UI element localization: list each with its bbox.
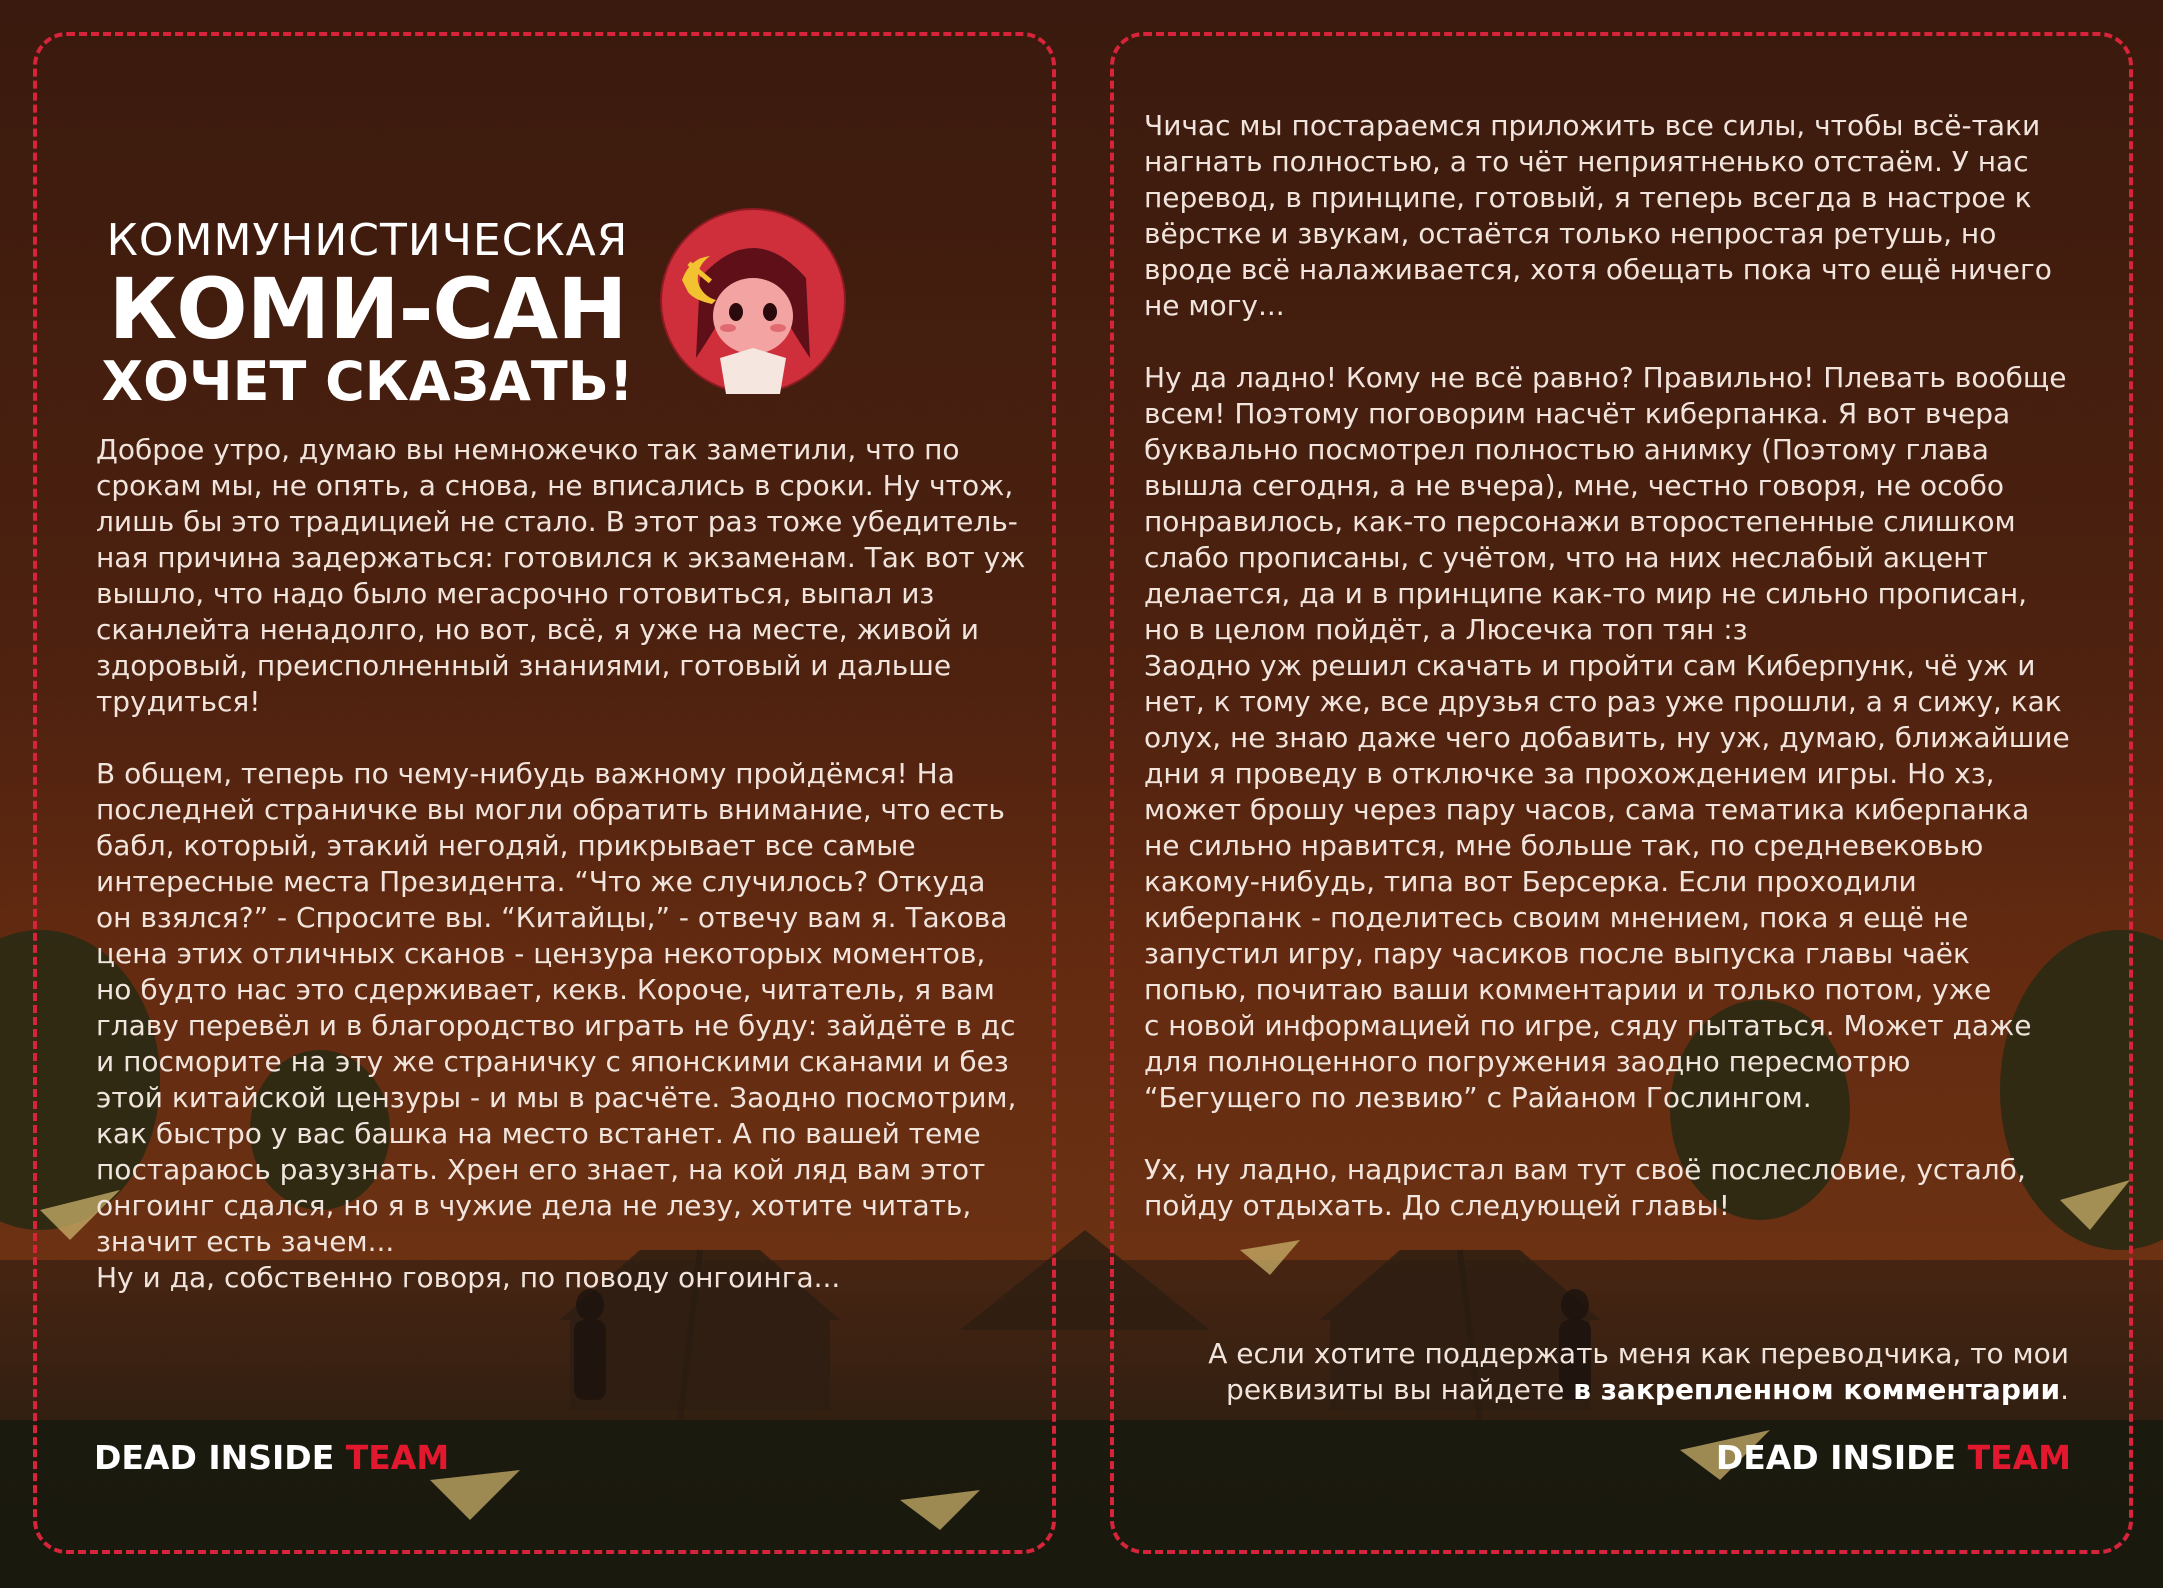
support-note [1169, 1336, 2069, 1408]
title-line-1: КОММУНИСТИЧЕСКАЯ [106, 215, 629, 266]
title-line-3: ХОЧЕТ СКАЗАТЬ! [101, 350, 634, 413]
team-name: DEAD INSIDE [1715, 1438, 1957, 1477]
team-accent: TEAM [1967, 1438, 2071, 1477]
right-column-text: Чичас мы постараемся приложить все силы, чтобы всё-таки нагнать полностью, а то чёт неприятненько отстаём. У нас перевод, в принципе, готовый, я теперь всегда в настрое к вёрстке и звукам, остаётся только непростая ретушь, но вроде всё налаживается, хотя обещать пока что ещё ничего не могу... Ну да ладно! Кому не всё равно? Правильно! Плевать вообще всем! Поэтому поговорим насчёт киберпанка. Я вот вчера буквально посмотрел полностью анимку (Поэтому глава вышла сегодня, а не вчера), мне, честно говоря, не особо понравилось, как-то персонажи второстепенные слишком слабо прописаны, с учётом, что на них неслабый акцент делается, да и в принципе как-то мир не сильно прописан, но в целом пойдёт, а Люсечка топ тян :з Заодно уж решил скачать и пройти сам Киберпунк, чё уж и нет, к тому же, все друзья сто раз уже прошли, а я сижу, как олух, не знаю даже чего добавить, ну уж, думаю, ближайшие дни я проведу в отключке за прохождением игры. Но хз, может брошу через пару часов, сама тематика киберпанка не сильно нравится, мне больше так, по средневековью какому-нибудь, типа вот Берсерка. Если проходили киберпанк - поделитесь своим мнением, пока я ещё не запустил игру, пару часиков после выпуска главы чаёк попью, почитаю ваши комментарии и только потом, уже с новой информацией по игре, сяду пытаться. Может даже для полноценного погружения заодно пересмотрю “Бегущего по лезвию” с Райаном Гослингом. Ух, ну ладно, надристал вам тут своё послесловие, усталб, пойду отдыхать. До следующей главы! [1144, 109, 2070, 1222]
support-line-1: А если хотите поддержать меня как переводчика, то мои [1208, 1337, 2069, 1370]
team-logo-left [94, 1438, 449, 1477]
support-line-2-prefix: реквизиты вы найдете [1226, 1373, 1574, 1406]
page-title [95, 215, 640, 413]
left-column-text: Доброе утро, думаю вы немножечко так заметили, что по срокам мы, не опять, а снова, не вписались в сроки. Ну чтож, лишь бы это традицией не стало. В этот раз тоже убедитель- ная причина задержаться: готовился к экзаменам. Так вот уж вышло, что надо было мегасрочно готовиться, выпал из сканлейта ненадолго, но вот, всё, я уже на месте, живой и здоровый, преисполненный знаниями, готовый и дальше трудиться! В общем, теперь по чему-нибудь важному пройдёмся! На последней страничке вы могли обратить внимание, что есть бабл, который, этакий негодяй, прикрывает все самые интересные места Президента. “Что же случилось? Откуда он взялся?” - Спросите вы. “Китайцы,” - отвечу вам я. Такова цена этих отличных сканов - цензура некоторых моментов, но будто нас это сдерживает, кекв. Короче, читатель, я вам главу перевёл и в благородство играть не буду: зайдёте в дс и посморите на эту же страничку с японскими сканами и без этой китайской цензуры - и мы в расчёте. Заодно посмотрим, как быстро у вас башка на место встанет. А по вашей теме постараюсь разузнать. Хрен его знает, на кой ляд вам этот онгоинг сдался, но я в чужие дела не лезу, хотите читать, значит есть зачем... Ну и да, собственно говоря, по поводу онгоинга... [96, 433, 1026, 1294]
support-line-2-suffix: . [2060, 1373, 2069, 1406]
pinned-comment-link-text: в закрепленном комментарии [1573, 1373, 2061, 1406]
team-name: DEAD INSIDE [94, 1438, 335, 1477]
team-accent: TEAM [345, 1438, 450, 1477]
title-line-2: КОМИ-САН [108, 260, 627, 358]
team-logo-right [1716, 1438, 2071, 1477]
soviet-komi-avatar-icon [660, 208, 846, 394]
